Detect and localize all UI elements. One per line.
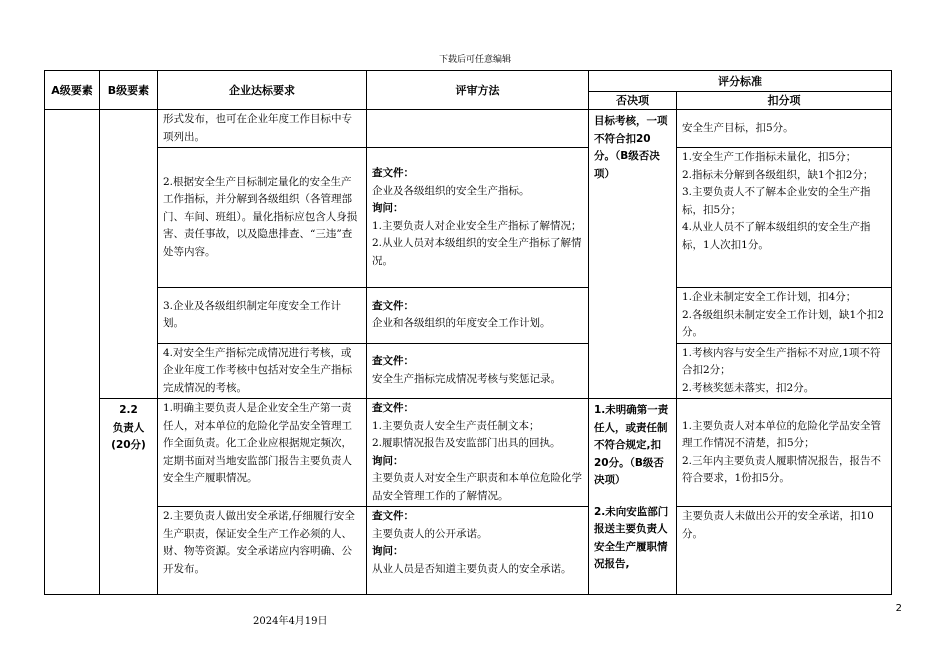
method-cell xyxy=(367,110,589,148)
deduct-item: 主要负责人未做出公开的安全承诺，扣10分。 xyxy=(682,510,874,540)
method-item: 企业和各级组织的年度安全工作计划。 xyxy=(372,317,551,330)
header-requirement: 企业达标要求 xyxy=(158,71,367,110)
veto-cell xyxy=(589,110,677,399)
table-row xyxy=(45,343,892,399)
deduct-item: 1.考核内容与安全生产指标不对应,1项不符合扣2分； xyxy=(682,346,881,376)
deduct-item: 4.从业人员不了解本级组织的安全生产指标，1人次扣1分。 xyxy=(682,221,871,251)
table-row xyxy=(45,288,892,344)
deduct-item: 1.安全生产工作指标未量化，扣5分； xyxy=(682,151,857,163)
requirement-cell: 1.明确主要负责人是企业安全生产第一责任人，对本单位的危险化学品安全管理工作全面负责。化工企业应根据规定频次，定期书面对当地安监部门报告主要负责人安全生产履职情况。 xyxy=(158,399,367,507)
method-cell xyxy=(367,148,589,288)
page-header-note: 下载后可任意编辑 xyxy=(438,55,511,65)
header-b-level: B级要素 xyxy=(100,71,158,110)
method-item: 企业及各级组织的安全生产指标。 xyxy=(372,184,530,197)
method-item: 主要负责人对安全生产职责和本单位危险化学品安全管理工作的了解情况。 xyxy=(372,472,582,502)
requirement-cell: 3.企业及各级组织制定年度安全工作计划。 xyxy=(158,288,367,344)
method-label: 查文件： xyxy=(372,299,414,312)
table-row xyxy=(45,399,892,507)
veto-text: 2.未向安监部门报送主要负责人安全生产履职情况报告, xyxy=(594,505,669,570)
method-item: 从业人员是否知道主要负责人的安全承诺。 xyxy=(372,562,572,575)
deduct-cell xyxy=(677,148,892,288)
method-label: 询问： xyxy=(372,202,404,214)
deduct-item: 1.企业未制定安全工作计划，扣4分； xyxy=(682,291,857,303)
deduct-cell xyxy=(677,343,892,399)
deduct-item: 3.主要负责人不了解本企业安的全生产指标，扣5分； xyxy=(682,186,871,216)
header-deduct: 扣分项 xyxy=(677,92,892,110)
table-row xyxy=(45,507,892,595)
requirement-cell: 2.主要负责人做出安全承诺,仔细履行安全生产职责，保证安全生产工作必须的人、财、物等资源。安全承诺应内容明确、公开发布。 xyxy=(158,507,367,595)
header-a-level: A级要素 xyxy=(45,71,100,110)
section-name: 负责人 xyxy=(112,421,145,434)
method-label: 查文件： xyxy=(372,355,414,368)
section-score: (20分) xyxy=(111,439,146,451)
method-label: 查文件： xyxy=(372,402,414,414)
veto-text: 1.未明确第一责任人，或责任制不符合规定,扣20分。（B级否决项） xyxy=(594,404,669,486)
method-item: 2.从业人员对本级组织的安全生产指标了解情况。 xyxy=(372,237,582,267)
method-label: 询问： xyxy=(372,545,404,557)
section-number: 2.2 xyxy=(119,404,138,416)
header-veto: 否决项 xyxy=(589,92,677,110)
requirement-cell: 4.对安全生产指标完成情况进行考核，或企业年度工作考核中包括对安全生产指标完成情况的考核。 xyxy=(158,343,367,399)
b-level-cell-2-2 xyxy=(100,399,158,595)
method-item: 安全生产指标完成情况考核与奖惩记录。 xyxy=(372,372,561,385)
veto-text: 目标考核，一项不符合扣20分。（B级否决项） xyxy=(594,115,668,180)
method-cell xyxy=(367,507,589,595)
method-item: 主要负责人的公开承诺。 xyxy=(372,527,488,540)
method-item: 1.主要负责人安全生产责任制文本； xyxy=(372,419,540,432)
method-label: 查文件： xyxy=(372,510,414,522)
standards-table xyxy=(44,70,892,595)
requirement-cell: 2.根据安全生产目标制定量化的安全生产工作指标，并分解到各级组织（各管理部门、车间、班组）。量化指标应包含人身损害、责任事故，以及隐患排查、“三违”查处等内容。 xyxy=(158,148,367,288)
page-number: 2 xyxy=(895,603,902,614)
deduct-item: 2.三年内主要负责人履职情况报告，报告不符合要求，1份扣5分。 xyxy=(682,454,882,484)
deduct-cell xyxy=(677,507,892,595)
deduct-item: 2.各级组织未制定安全工作计划，缺1个扣2分。 xyxy=(682,308,884,338)
method-cell xyxy=(367,288,589,344)
table-row xyxy=(45,110,892,148)
footer-date: 2024年4月19日 xyxy=(253,616,328,627)
header-scoring: 评分标准 xyxy=(589,71,892,92)
a-level-cell xyxy=(45,110,100,595)
method-label: 查文件： xyxy=(372,167,414,179)
deduct-item: 安全生产目标，扣5分。 xyxy=(682,121,794,134)
method-item: 2.履职情况报告及安监部门出具的回执。 xyxy=(372,437,561,449)
deduct-cell xyxy=(677,399,892,507)
deduct-item: 2.考核奖惩未落实，扣2分。 xyxy=(682,381,815,394)
table-row xyxy=(45,148,892,288)
header-method: 评审方法 xyxy=(367,71,589,110)
method-cell xyxy=(367,399,589,507)
method-cell xyxy=(367,343,589,399)
deduct-item: 2.指标未分解到各级组织，缺1个扣2分； xyxy=(682,168,874,181)
deduct-cell xyxy=(677,288,892,344)
requirement-cell: 形式发布，也可在企业年度工作目标中专项列出。 xyxy=(158,110,367,148)
method-item: 1.主要负责人对企业安全生产指标了解情况； xyxy=(372,219,582,232)
b-level-cell-2-1 xyxy=(100,110,158,399)
deduct-cell xyxy=(677,110,892,148)
veto-cell xyxy=(589,399,677,595)
method-label: 询问： xyxy=(372,454,404,467)
deduct-item: 1.主要负责人对本单位的危险化学品安全管理工作情况不清楚，扣5分； xyxy=(682,419,882,449)
